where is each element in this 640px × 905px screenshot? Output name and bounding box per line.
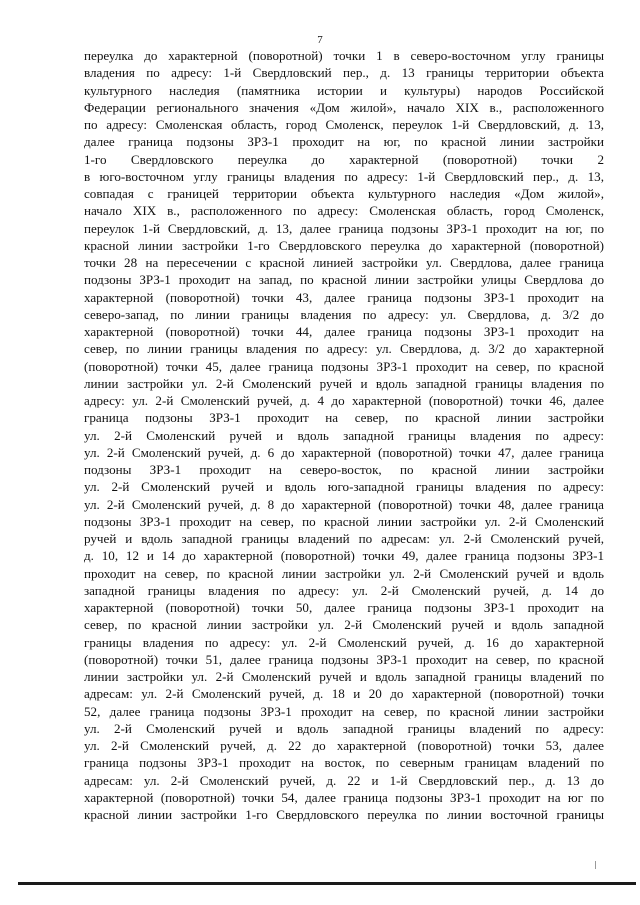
document-body — [84, 47, 604, 823]
text-line: характерной (поворотной) точки 50, далее граница подзоны ЗРЗ-1 проходит на — [84, 600, 604, 615]
text-line: далее граница подзоны ЗРЗ-1 проходит на юг, по красной линии застройки — [84, 134, 604, 150]
text-line: адресу: ул. 2-й Смоленский ручей, д. 4 до характерной (поворотной) точки 46, далее — [84, 393, 604, 408]
text-line: точки 28 на пересечении с красной линией застройки ул. Свердлова, далее граница — [84, 255, 604, 270]
text-line: подзоны ЗРЗ-1 проходит на север, по красной линии застройки ул. 2-й Смоленский — [84, 513, 604, 529]
text-line: линии застройки ул. 2-й Смоленский ручей и вдоль западной границы владений по — [84, 669, 604, 684]
text-line: характерной (поворотной) точки 44, далее граница подзоны ЗРЗ-1 проходит на — [84, 324, 604, 339]
text-line: Федерации регионального значения «Дом жилой», начало XIX в., расположенного — [84, 99, 604, 115]
text-line: характерной (поворотной) точки 43, далее граница подзоны ЗРЗ-1 проходит на — [84, 289, 604, 305]
text-line: ручей и вдоль западной границы владений по адресам: ул. 2-й Смоленский ручей, — [84, 531, 604, 546]
text-line: начало XIX в., расположенного по адресу: Смоленская область, город Смоленск, — [84, 203, 604, 219]
text-line: культурного наследия (памятника истории и культуры) народов Российской — [84, 82, 604, 98]
text-line: подзоны ЗРЗ-1 проходит на запад, по красной линии застройки улицы Свердлова до — [84, 272, 604, 288]
text-line: север, по красной линии застройки ул. 2-й Смоленский ручей и вдоль западной — [84, 617, 604, 633]
text-line: адресам: ул. 2-й Смоленский ручей, д. 22 и 1-й Свердловский пер., д. 13 до — [84, 772, 604, 788]
text-line: северо-запад, по линии границы владения по адресу: ул. Свердлова, д. 3/2 до — [84, 306, 604, 322]
page-number: 7 — [317, 34, 323, 46]
text-line: ул. 2-й Смоленский ручей и вдоль западной границы владений по адресу: — [84, 720, 604, 736]
text-line: характерной (поворотной) точки 54, далее граница подзоны ЗРЗ-1 проходит на юг по — [84, 789, 604, 805]
text-line: 52, далее граница подзоны ЗРЗ-1 проходит на север, по красной линии застройки — [84, 703, 604, 719]
text-line: красной линии застройки 1-го Свердловского переулка до характерной (поворотной) — [84, 237, 604, 253]
text-line: д. 10, 12 и 14 до характерной (поворотной) точки 49, далее граница подзоны ЗРЗ-1 — [84, 548, 604, 564]
scan-bottom-edge — [18, 882, 636, 885]
text-line: (поворотной) точки 45, далее граница подзоны ЗРЗ-1 проходит на север, по красной — [84, 358, 604, 374]
text-line: владения по адресу: 1-й Свердловский пер., д. 13 границы территории объекта — [84, 65, 604, 81]
text-line: красной линии застройки 1-го Свердловского переулка по линии восточной границы — [84, 807, 604, 822]
text-line: линии застройки ул. 2-й Смоленский ручей и вдоль западной границы владения по — [84, 375, 604, 391]
text-line: 1-го Свердловского переулка до характерной (поворотной) точки 2 — [84, 151, 604, 167]
text-line: совпадая с границей территории объекта культурного наследия «Дом жилой», — [84, 186, 604, 201]
text-line: по адресу: Смоленская область, город Смоленск, переулок 1-й Свердловский, д. 13, — [84, 117, 604, 132]
text-line: в юго-восточном углу границы владения по адресу: 1-й Свердловский пер., д. 13, — [84, 168, 604, 184]
text-line: граница подзоны ЗРЗ-1 проходит на восток, по северным границам владений по — [84, 755, 604, 771]
text-line: проходит на север, по красной линии застройки ул. 2-й Смоленский ручей и вдоль — [84, 565, 604, 581]
text-line: ул. 2-й Смоленский ручей, д. 22 до характерной (поворотной) точки 53, далее — [84, 738, 604, 753]
text-line: переулок 1-й Свердловский, д. 13, далее граница подзоны ЗРЗ-1 проходит на юг, по — [84, 220, 604, 236]
text-line: ул. 2-й Смоленский ручей и вдоль юго-западной границы владения по адресу: — [84, 479, 604, 495]
text-line: ул. 2-й Смоленский ручей, д. 8 до характерной (поворотной) точки 48, далее граница — [84, 496, 604, 512]
text-line: подзоны ЗРЗ-1 проходит на северо-восток, по красной линии застройки — [84, 462, 604, 477]
text-line: переулка до характерной (поворотной) точки 1 в северо-восточном углу границы — [84, 48, 604, 63]
text-line: западной границы владения по адресу: ул. 2-й Смоленский ручей, д. 14 до — [84, 582, 604, 598]
text-line: границы владения по адресу: ул. 2-й Смоленский ручей, д. 16 до характерной — [84, 634, 604, 650]
text-line: граница подзоны ЗРЗ-1 проходит на север, по красной линии застройки — [84, 410, 604, 426]
text-line: ул. 2-й Смоленский ручей и вдоль западной границы владения по адресу: — [84, 427, 604, 443]
text-line: (поворотной) точки 51, далее граница подзоны ЗРЗ-1 проходит на север, по красной — [84, 651, 604, 667]
text-line: север, по линии границы владения по адресу: ул. Свердлова, д. 3/2 до характерной — [84, 341, 604, 357]
text-line: ул. 2-й Смоленский ручей, д. 6 до характерной (поворотной) точки 47, далее граница — [84, 444, 604, 460]
scan-artifact — [595, 861, 596, 869]
text-line: адресам: ул. 2-й Смоленский ручей, д. 18 и 20 до характерной (поворотной) точки — [84, 686, 604, 702]
